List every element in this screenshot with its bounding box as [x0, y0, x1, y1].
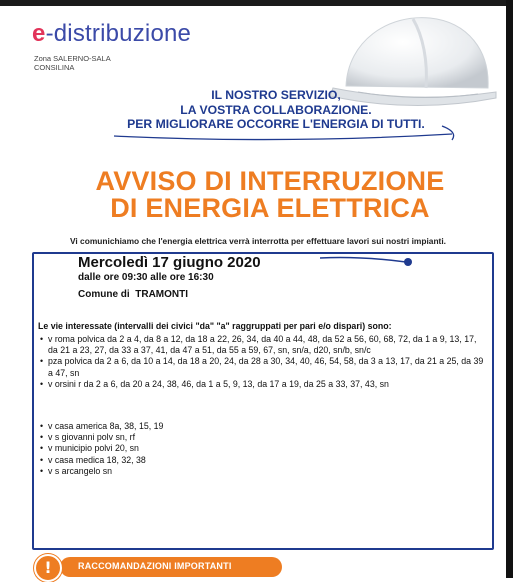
streets-list-2	[38, 421, 488, 477]
recommendations-label: RACCOMANDAZIONI IMPORTANTI	[78, 561, 232, 571]
list-item: • v casa america 8a, 38, 15, 19	[38, 421, 488, 432]
list-item: • v s giovanni polv sn, rf	[38, 432, 488, 443]
outage-date: Mercoledì 17 giugno 2020	[78, 254, 261, 271]
zone-line-2: CONSILINA	[34, 63, 75, 72]
list-item: • v casa medica 18, 32, 38	[38, 455, 488, 466]
outage-hours: dalle ore 09:30 alle ore 16:30	[78, 272, 214, 283]
zone-label	[34, 54, 124, 72]
logo-text: -distribuzione	[45, 20, 192, 47]
list-item: • pza polvica da 2 a 6, da 10 a 14, da 18 a 20, 24, da 28 a 30, 34, 40, 46, 54, 58, da 3 a 13, 17, da 21 a 25, da 39 a 47, sn	[38, 356, 488, 378]
slogan-line-3: PER MIGLIORARE OCCORRE L'ENERGIA DI TUTTI.	[127, 117, 425, 131]
notice-title-line-2: DI ENERGIA ELETTRICA	[110, 193, 430, 223]
slogan-line-2: LA VOSTRA COLLABORAZIONE.	[180, 102, 372, 117]
list-item: • v roma polvica da 2 a 4, da 8 a 12, da 18 a 22, 26, 34, da 40 a 44, 48, da 52 a 56, 60, 68, 72, da 1 a 9, 13, 17, da 21 a 23, 27, da 33 a 37, 41, da 47 a 51, da 55 a 59, 67, sn, sn/a, d20, sn/b, sn/c	[38, 334, 488, 356]
logo-mark: e	[32, 20, 46, 47]
notice-title	[60, 168, 480, 222]
notice-title-line-1: AVVISO DI INTERRUZIONE	[95, 166, 445, 196]
warning-icon: !	[34, 554, 62, 582]
box-plug-icon	[320, 254, 420, 268]
comune-label: Comune di	[78, 289, 130, 300]
recommendations-banner	[60, 557, 282, 577]
streets-title: Le vie interessate (intervalli dei civici "da" "a" raggruppati per pari e/o dispari) sono:	[38, 321, 392, 331]
slogan-underline	[112, 122, 462, 144]
e-distribuzione-logo	[32, 20, 191, 48]
notice-intro: Vi comunichiamo che l'energia elettrica verrà interrotta per effettuare lavori sui nostri impianti.	[69, 236, 447, 246]
list-item: • v orsini r da 2 a 6, da 20 a 24, 38, 46, da 1 a 5, 9, 13, da 17 a 19, da 25 a 33, 37, 43, sn	[38, 379, 488, 390]
zone-line-1: Zona SALERNO-SALA	[34, 54, 111, 63]
comune-name: TRAMONTI	[135, 289, 189, 300]
streets-list-1	[38, 334, 488, 390]
list-item: • v municipio polvi 20, sn	[38, 443, 488, 454]
list-item: • v s arcangelo sn	[38, 466, 488, 477]
outage-comune	[78, 289, 188, 300]
right-border	[506, 0, 513, 578]
slogan-line-1: IL NOSTRO SERVIZIO,	[211, 88, 341, 102]
